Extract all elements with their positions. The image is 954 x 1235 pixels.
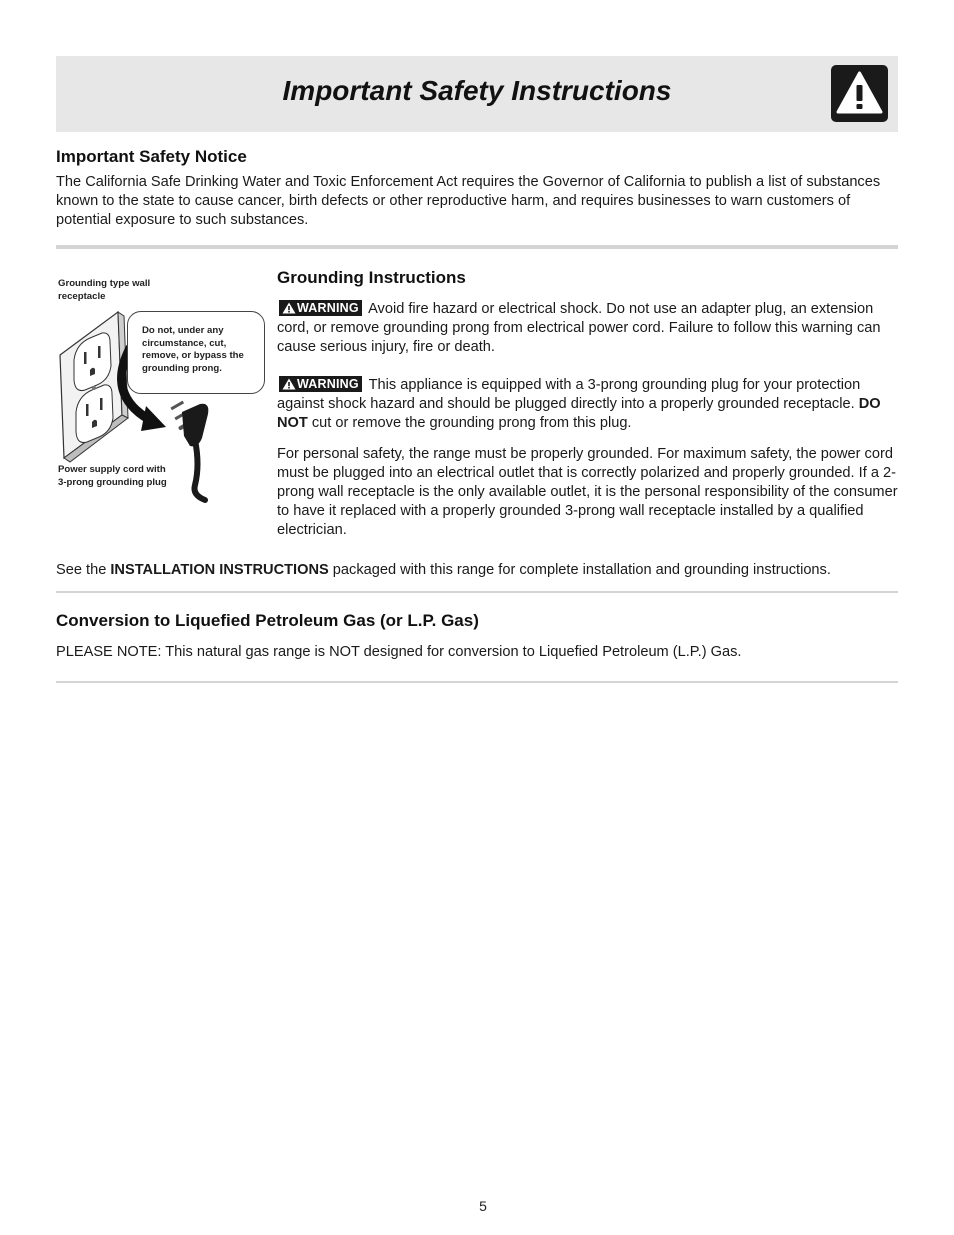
- grounding-heading: Grounding Instructions: [277, 268, 466, 287]
- notice-heading: Important Safety Notice: [56, 147, 247, 166]
- warning2-bold: DO NOT: [277, 396, 881, 431]
- warning-badge: [279, 300, 362, 316]
- section-divider: [56, 591, 898, 593]
- see-install-suffix: packaged with this range for complete installation and grounding instructions.: [332, 562, 831, 578]
- header-band: [56, 56, 898, 132]
- conversion-body: PLEASE NOTE: This natural gas range is NOT designed for conversion to Liquefied Petroleum (L.P.) Gas.: [56, 644, 742, 660]
- section-divider: [56, 681, 898, 683]
- section-divider: [56, 245, 898, 249]
- warning-badge: [279, 376, 362, 392]
- warning-label: WARNING: [297, 301, 359, 315]
- page-number: 5: [479, 1198, 487, 1214]
- page-title: Important Safety Instructions: [282, 75, 672, 106]
- conversion-heading: Conversion to Liquefied Petroleum Gas (or L.P. Gas): [56, 611, 479, 630]
- warning-label: WARNING: [297, 377, 359, 391]
- warning-triangle-icon: [282, 378, 296, 390]
- warning1-text: Avoid fire hazard or electrical shock. Do not use an adapter plug, an extension cord, or remove grounding prong from electrical power cord. Failure to follow this warning can cause serious injury, fire or death.: [277, 301, 881, 355]
- receptacle-label: Grounding type wall receptacle: [58, 278, 151, 302]
- safety-paragraph: For personal safety, the range must be properly grounded. For maximum safety, the power cord must be plugged into an electrical outlet that is correctly polarized and properly grounded. If a 2-prong wall receptacle is the only available outlet, it is the personal responsibility of the consumer to have it replaced with a properly grounded 3-prong wall receptacle installed by a qualified electrician.: [277, 446, 898, 538]
- callout-text: Do not, under any circumstance, cut, remove, or bypass the grounding prong.: [142, 325, 244, 374]
- warning2-text: This appliance is equipped with a 3-prong grounding plug for your protection against shock hazard and should be plugged directly into a properly grounded receptacle.: [277, 377, 861, 412]
- warning-paragraph-1: [277, 300, 901, 357]
- see-install-line: [56, 561, 916, 580]
- callout-box: [127, 311, 265, 394]
- warning-triangle-icon: [282, 302, 296, 314]
- warning2-tail: cut or remove the grounding prong from this plug.: [311, 415, 632, 431]
- warning-paragraph-2: [277, 376, 901, 433]
- notice-body: The California Safe Drinking Water and Toxic Enforcement Act requires the Governor of California to publish a list of substances known to the state to cause cancer, birth defects or other reproductive harm, and requires businesses to warn customers of potential exposure to such substances.: [56, 174, 881, 228]
- cord-label: Power supply cord with 3-prong grounding plug: [58, 464, 167, 488]
- see-install-bold: INSTALLATION INSTRUCTIONS: [110, 562, 329, 578]
- warning-triangle-icon: [831, 65, 888, 122]
- see-install-prefix: See the: [56, 562, 107, 578]
